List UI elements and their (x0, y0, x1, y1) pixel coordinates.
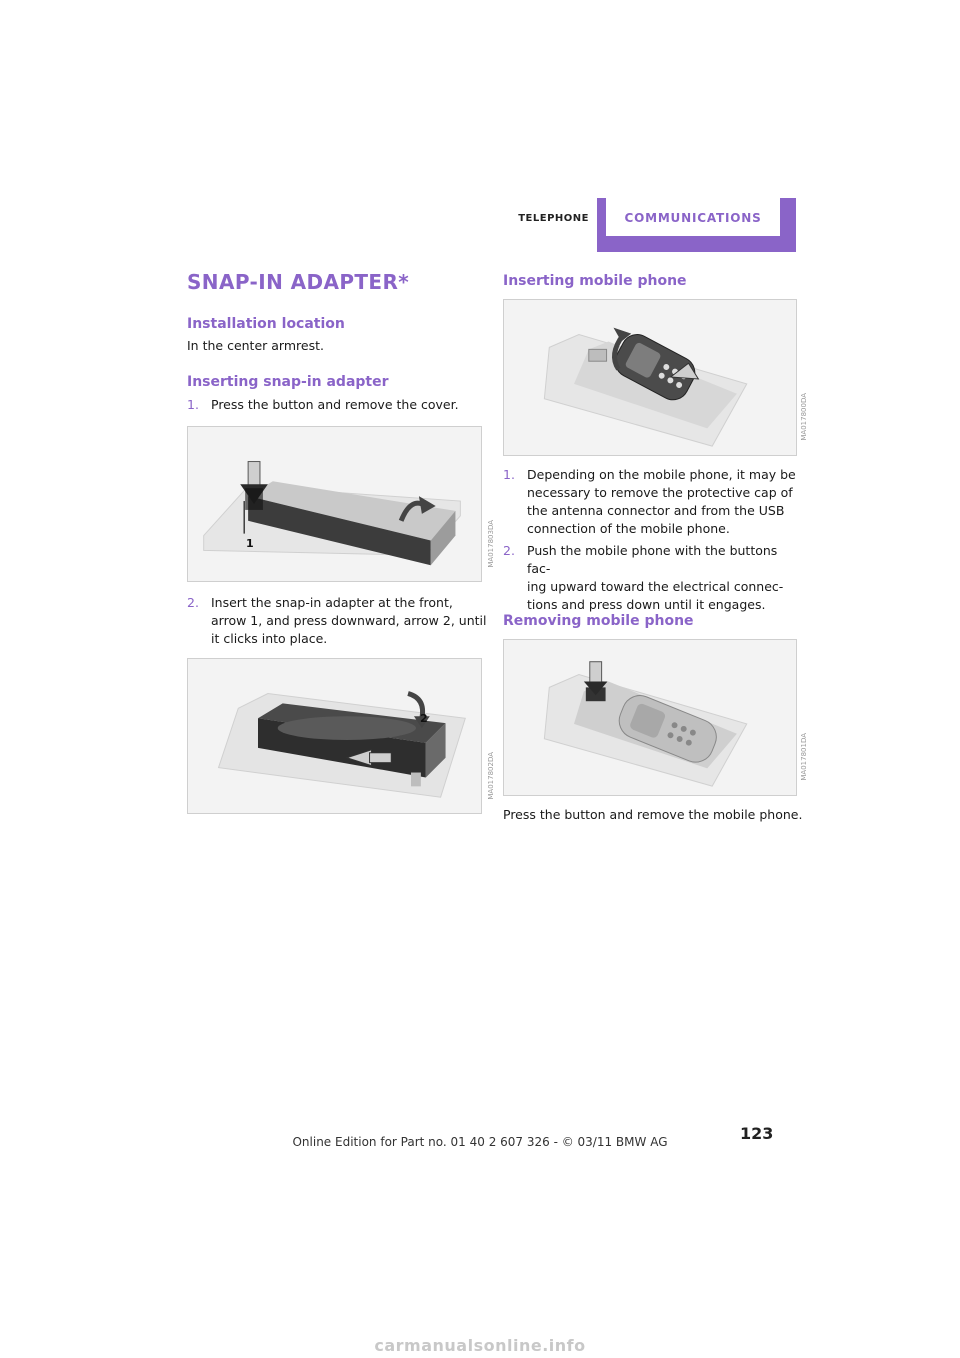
section-label: TELEPHONE (518, 213, 589, 224)
step-number: 2. (503, 543, 515, 558)
chapter-tab (597, 198, 796, 252)
watermark: carmanualsonline.info (374, 1336, 586, 1355)
figure-code: MA017803DA (487, 520, 495, 568)
figure-callout-2: 2 (420, 712, 428, 725)
figure-code: MA017802DA (487, 752, 495, 800)
page-title: SNAP-IN ADAPTER* (187, 270, 410, 294)
heading-inserting-mobile-phone: Inserting mobile phone (503, 273, 687, 289)
heading-installation-location: Installation location (187, 316, 345, 332)
figure-remove-cover (187, 426, 482, 582)
step-number: 1. (503, 467, 515, 482)
phone-step-1 (503, 466, 803, 538)
heading-inserting-adapter: Inserting snap-in adapter (187, 374, 389, 390)
step-text: Depending on the mobile phone, it may be necessary to remove the protective cap of the antenna connector and from the USB connection of the mobile phone. (527, 467, 796, 536)
figure-callout-1: 1 (246, 537, 254, 550)
removing-text: Press the button and remove the mobile phone. (503, 807, 803, 822)
figure-insert-phone (503, 299, 797, 456)
footer-text: Online Edition for Part no. 01 40 2 607 326 - © 03/11 BMW AG (292, 1135, 668, 1149)
adapter-cover-illustration (188, 427, 481, 581)
heading-removing-mobile-phone: Removing mobile phone (503, 613, 694, 629)
chapter-label: COMMUNICATIONS (606, 198, 780, 236)
phone-remove-illustration (504, 640, 796, 795)
phone-insert-illustration (504, 300, 796, 455)
page-number: 123 (740, 1124, 774, 1143)
step-number: 2. (187, 595, 199, 610)
step-text: Press the button and remove the cover. (211, 397, 459, 412)
step-number: 1. (187, 397, 199, 412)
adapter-insert-illustration (188, 659, 481, 813)
installation-text: In the center armrest. (187, 338, 324, 353)
phone-step-2 (503, 542, 803, 612)
step-text: Insert the snap-in adapter at the front, arrow 1, and press downward, arrow 2, until it clicks into place. (211, 595, 487, 646)
adapter-step-1 (187, 396, 487, 414)
figure-code: MA017800DA (800, 393, 808, 441)
figure-remove-phone (503, 639, 797, 796)
figure-code: MA017801DA (800, 733, 808, 781)
step-text: Push the mobile phone with the buttons fac- ing upward toward the electrical connec- tions and press down until it engages. (527, 543, 784, 612)
figure-insert-adapter (187, 658, 482, 814)
adapter-step-2 (187, 594, 487, 648)
